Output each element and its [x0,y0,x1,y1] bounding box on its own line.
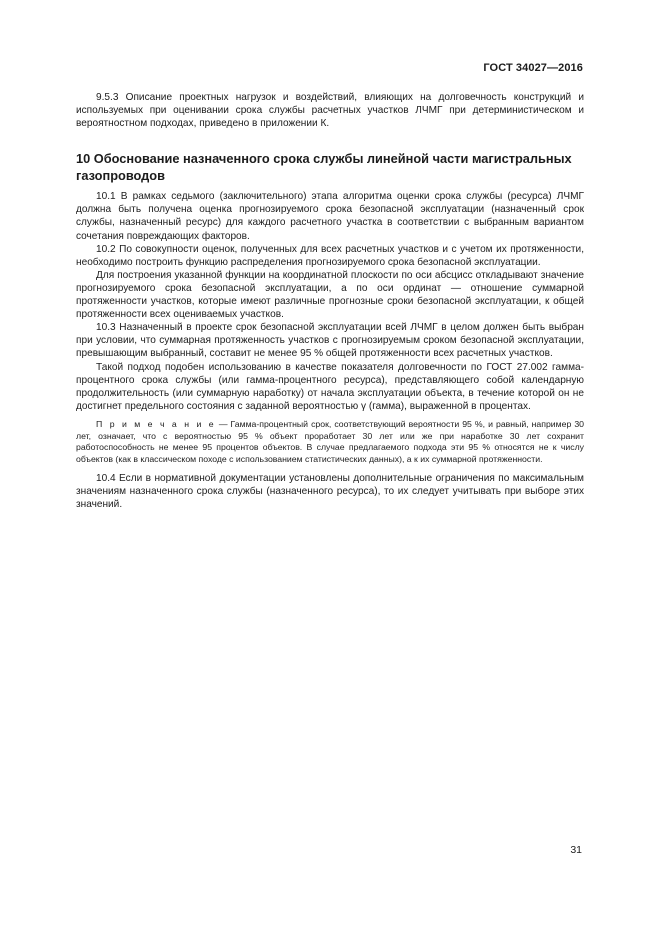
paragraph-10-3: 10.3 Назначенный в проекте срок безопасной эксплуатации всей ЛЧМГ в целом должен быть выбран при условии, что суммарная протяженность участков с прогнозируемым сроком безопасной эксплуатации, превышающим выбранный, составит не менее 95 % общей протяженности всех расчетных участков. [76,322,584,360]
paragraph-10-2-continued: Для построения указанной функции на координатной плоскости по оси абсцисс откладывают значение прогнозируемого срока безопасной эксплуатации, а по оси ординат — отношение суммарной протяженности участков, которые имеют различные прогнозные сроки безопасной эксплуатации, к общей протяженности всех оцениваемых участков. [76,269,584,321]
paragraph-10-3-continued: Такой подход подобен использованию в качестве показателя долговечности по ГОСТ 27.002 гамма-процентного срока службы (или гамма-процентного ресурса), представляющего собой календарную продолжительность (или суммарную наработку) от начала эксплуатации объекта, в течение которой он не достигнет предельного состояния с заданной вероятностью γ (гамма), выраженной в процентах. [76,361,584,412]
standard-code: ГОСТ 34027—2016 [483,62,583,74]
paragraph-10-1: 10.1 В рамках седьмого (заключительного) этапа алгоритма оценки срока службы (ресурса) ЛЧМГ должна быть получена оценка прогнозируемого срока безопасной эксплуатации (назначенный срок службы, назначенный ресурс) для каждого расчетного участка в соответствии с выбранным вариантом сочетания повреждающих факторов. [76,191,584,242]
note-text: — Гамма-процентный срок, соответствующий вероятности 95 %, и равный, например 30 лет, означает, что с вероятностью 95 % объект проработает 30 лет или же при наработке 30 лет сохранит работоспособность не менее 95 процентов объектов. В случае предлагаемого подхода эти 95 % относятся не к числу объектов (как в классическом походе с использованием статистических данных), а к их суммарной протяженности. [76,418,584,465]
document-body [76,91,584,511]
page-number: 31 [570,844,582,856]
paragraph-10-2: 10.2 По совокупности оценок, полученных для всех расчетных участков и с учетом их протяженности, необходимо построить функцию распределения прогнозируемого срока безопасной эксплуатации. [76,243,584,268]
paragraph-9-5-3: 9.5.3 Описание проектных нагрузок и воздействий, влияющих на долговечность конструкций и используемых при оценивании срока службы расчетных участков ЛЧМГ при детерминистическом и вероятностном подходах, приведено в приложении К. [76,92,584,130]
note-label: П р и м е ч а н и е [96,418,216,429]
note [76,419,584,466]
section-title: 10 Обоснование назначенного срока службы линейной части магистральных газопроводов [76,151,572,184]
paragraph-10-4: 10.4 Если в нормативной документации установлены дополнительные ограничения по максимальным значениям назначенного срока службы (назначенного ресурса), то их следует учитывать при выборе этих значений. [76,473,584,511]
